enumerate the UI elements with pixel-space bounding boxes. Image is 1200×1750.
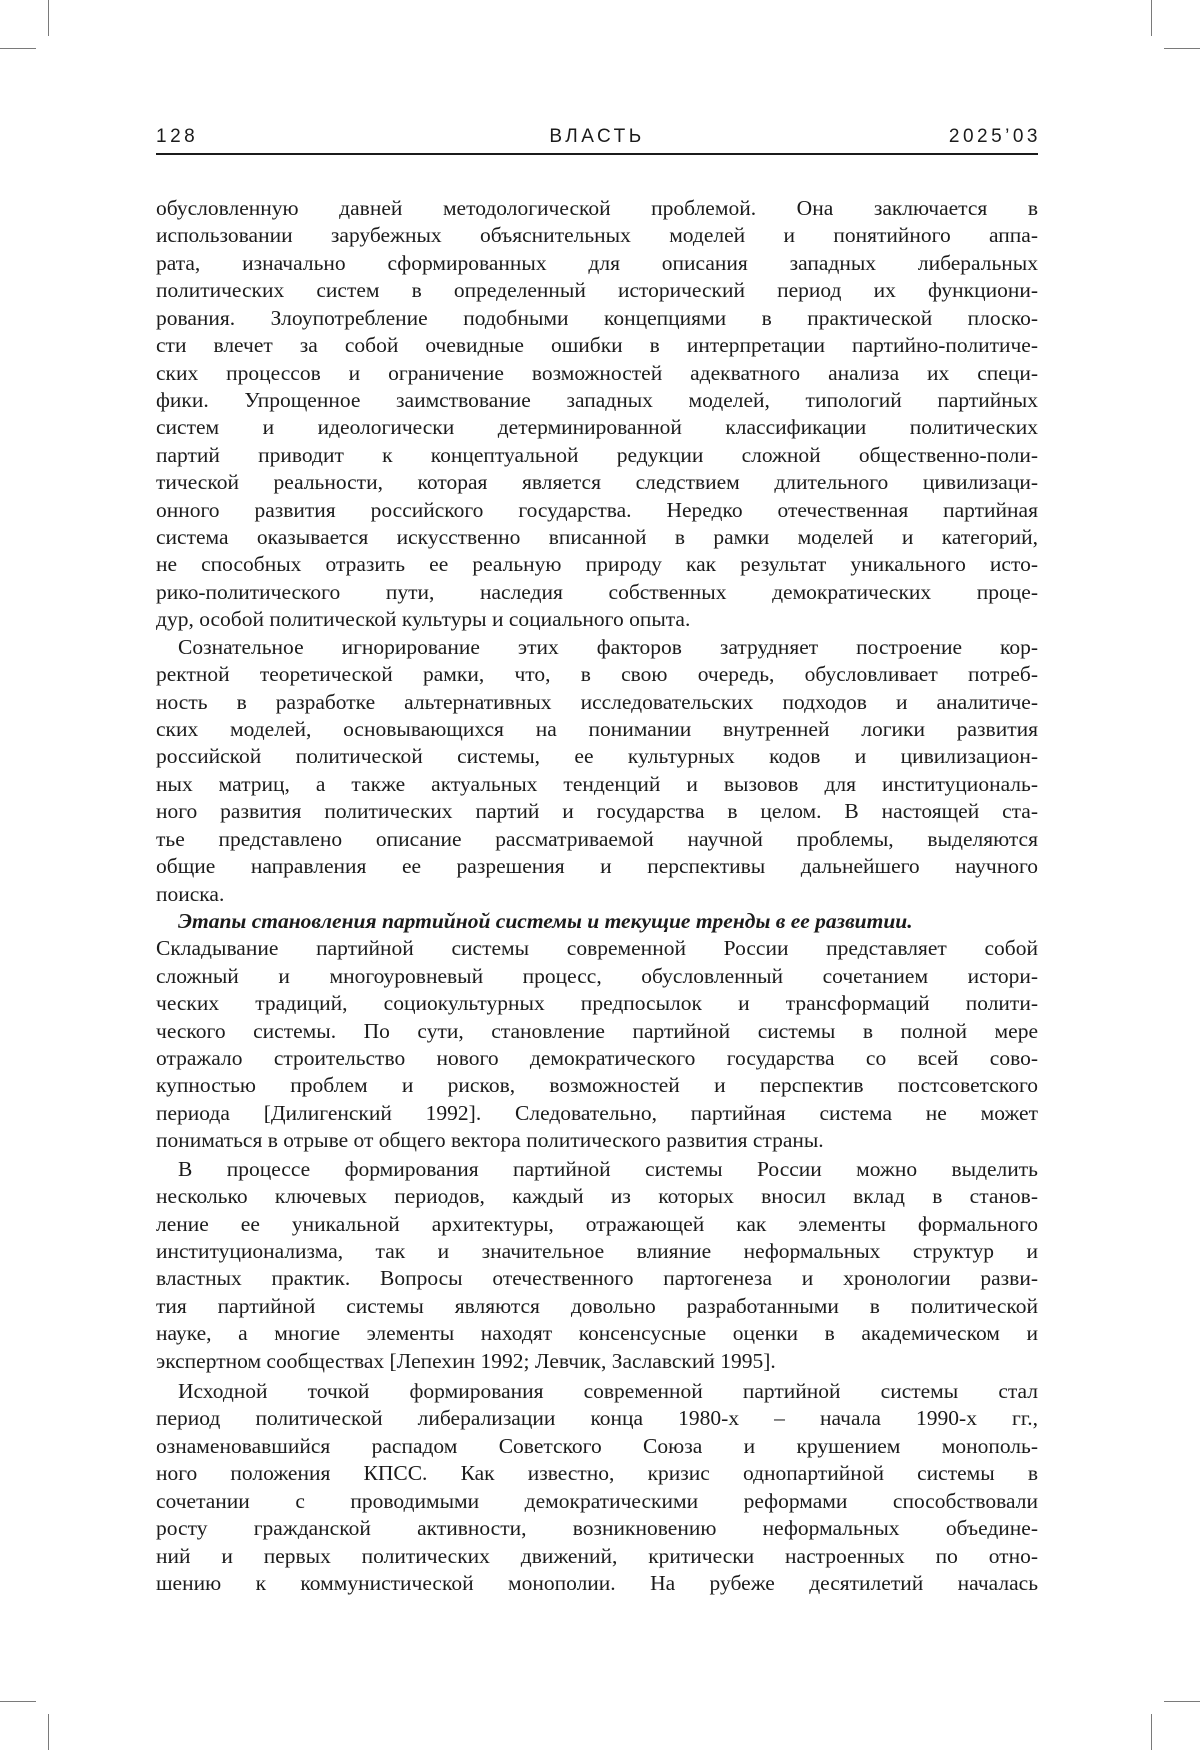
text-line: Исходной точкой формирования современной партийной системы стал (156, 1377, 1038, 1405)
text-line: науке, а многие элементы находят консенсусные оценки в академическом и (156, 1319, 1038, 1347)
crop-mark-bottom-right-horizontal (1164, 1701, 1200, 1702)
text-line: сочетании с проводимыми демократическими реформами способствовали (156, 1487, 1038, 1515)
text-line: купностью проблем и рисков, возможностей и перспектив постсоветского (156, 1071, 1038, 1099)
text-line: ного развития политических партий и государства в целом. В настоящей ста- (156, 797, 1038, 825)
crop-mark-top-left (48, 0, 49, 36)
text-line: политических систем в определенный исторический период их функциони- (156, 276, 1038, 304)
text-line: ность в разработке альтернативных исследовательских подходов и аналитиче- (156, 688, 1038, 716)
text-line: Складывание партийной системы современной России представляет собой (156, 934, 1038, 962)
text-line: поиска. (156, 880, 1038, 908)
crop-mark-top-right (1151, 0, 1152, 36)
text-line: сложный и многоуровневый процесс, обусловленный сочетанием истори- (156, 962, 1038, 990)
text-line: В процессе формирования партийной системы России можно выделить (156, 1155, 1038, 1183)
crop-mark-bottom-right (1151, 1714, 1152, 1750)
text-line: российской политической системы, ее культурных кодов и цивилизацион- (156, 742, 1038, 770)
text-line: не способных отразить ее реальную природу как результат уникального исто- (156, 550, 1038, 578)
header-rule (156, 153, 1038, 155)
running-header (156, 126, 1038, 154)
text-line: тье представлено описание рассматриваемой научной проблемы, выделяются (156, 825, 1038, 853)
section-heading-line (156, 907, 1038, 935)
text-line: система оказывается искусственно вписанной в рамки моделей и категорий, (156, 523, 1038, 551)
page-number: 128 (156, 126, 198, 148)
text-line: периода [Дилигенский 1992]. Следовательно, партийная система не может (156, 1099, 1038, 1127)
text-line: период политической либерализации конца 1980-х – начала 1990-х гг., (156, 1404, 1038, 1432)
text-line: ректной теоретической рамки, что, в свою очередь, обусловливает потреб- (156, 660, 1038, 688)
text-line: рата, изначально сформированных для описания западных либеральных (156, 249, 1038, 277)
text-line: онного развития российского государства. Нередко отечественная партийная (156, 496, 1038, 524)
text-line: несколько ключевых периодов, каждый из которых вносил вклад в станов- (156, 1182, 1038, 1210)
text-line: сти влечет за собой очевидные ошибки в интерпретации партийно-политиче- (156, 331, 1038, 359)
crop-mark-bottom-left-horizontal (0, 1701, 36, 1702)
journal-title: ВЛАСТЬ (549, 126, 644, 148)
text-line: пониматься в отрыве от общего вектора политического развития страны. (156, 1126, 1038, 1154)
crop-mark-bottom-left (48, 1714, 49, 1750)
text-line: тия партийной системы являются довольно разработанными в политической (156, 1292, 1038, 1320)
text-line: властных практик. Вопросы отечественного партогенеза и хронологии разви- (156, 1264, 1038, 1292)
text-line: ление ее уникальной архитектуры, отражающей как элементы формального (156, 1210, 1038, 1238)
text-line: дур, особой политической культуры и социального опыта. (156, 605, 1038, 633)
text-line: институционализма, так и значительное влияние неформальных структур и (156, 1237, 1038, 1265)
issue-number: 2025’03 (949, 126, 1041, 148)
journal-page (0, 0, 1200, 1750)
text-line: ских процессов и ограничение возможностей адекватного анализа их специ- (156, 359, 1038, 387)
section-heading: Этапы становления партийной системы и текущие тренды в ее развитии. (178, 909, 913, 933)
text-line: Сознательное игнорирование этих факторов затрудняет построение кор- (156, 633, 1038, 661)
text-line: ских моделей, основывающихся на понимании внутренней логики развития (156, 715, 1038, 743)
crop-mark-top-right-horizontal (1164, 48, 1200, 49)
crop-mark-top-left-horizontal (0, 48, 36, 49)
text-line: обусловленную давней методологической проблемой. Она заключается в (156, 194, 1038, 222)
text-line: ческого системы. По сути, становление партийной системы в полной мере (156, 1017, 1038, 1045)
text-line: тической реальности, которая является следствием длительного цивилизаци- (156, 468, 1038, 496)
text-line: рико-политического пути, наследия собственных демократических проце- (156, 578, 1038, 606)
text-line: фики. Упрощенное заимствование западных моделей, типологий партийных (156, 386, 1038, 414)
text-line: систем и идеологически детерминированной классификации политических (156, 413, 1038, 441)
text-line: ознаменовавшийся распадом Советского Союза и крушением монополь- (156, 1432, 1038, 1460)
text-line: росту гражданской активности, возникновению неформальных объедине- (156, 1514, 1038, 1542)
text-line: ческих традиций, социокультурных предпосылок и трансформаций полити- (156, 989, 1038, 1017)
text-line: экспертном сообществах [Лепехин 1992; Левчик, Заславский 1995]. (156, 1347, 1038, 1375)
text-line: общие направления ее разрешения и перспективы дальнейшего научного (156, 852, 1038, 880)
text-line: отражало строительство нового демократического государства со всей сово- (156, 1044, 1038, 1072)
text-line: ний и первых политических движений, критически настроенных по отно- (156, 1542, 1038, 1570)
text-line: шению к коммунистической монополии. На рубеже десятилетий началась (156, 1569, 1038, 1597)
text-line: рования. Злоупотребление подобными концепциями в практической плоско- (156, 304, 1038, 332)
text-line: использовании зарубежных объяснительных моделей и понятийного аппа- (156, 221, 1038, 249)
text-line: ных матриц, а также актуальных тенденций и вызовов для институциональ- (156, 770, 1038, 798)
text-line: ного положения КПСС. Как известно, кризис однопартийной системы в (156, 1459, 1038, 1487)
text-line: партий приводит к концептуальной редукции сложной общественно-поли- (156, 441, 1038, 469)
